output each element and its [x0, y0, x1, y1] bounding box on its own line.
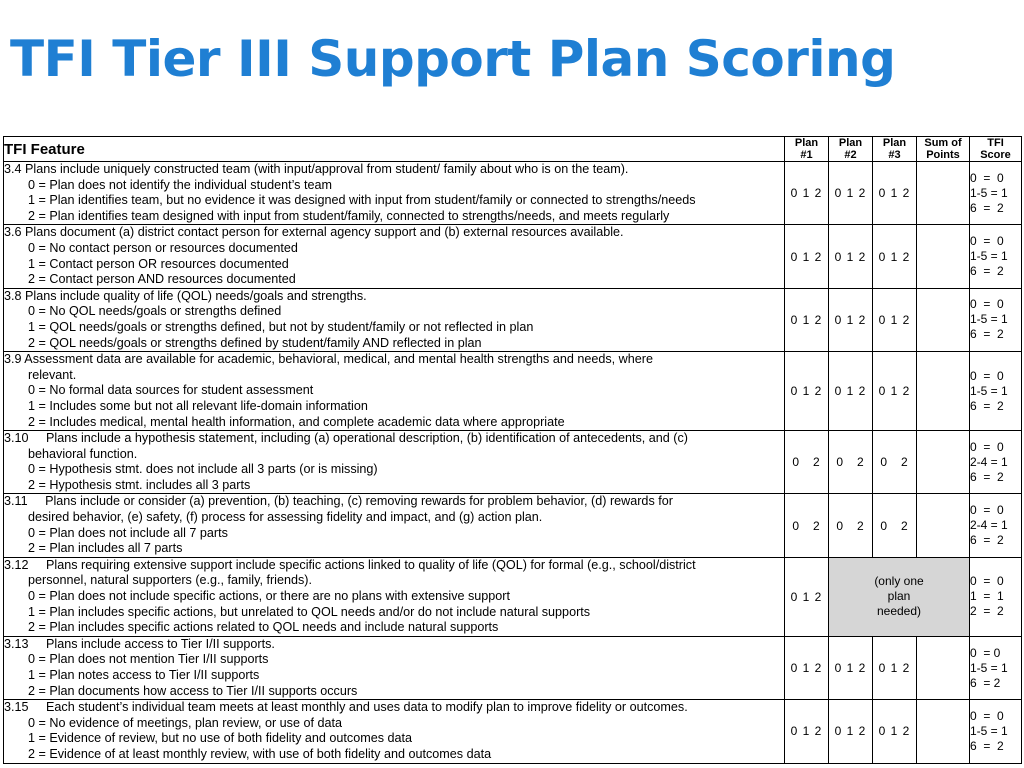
level-0: 0 = No formal data sources for student assessment: [28, 383, 314, 398]
level-1: 1 = Plan notes access to Tier I/II supports: [28, 668, 260, 682]
plan-1-options[interactable]: 0 1 2: [785, 162, 829, 225]
level-1: 1 = Plan includes specific actions, but unrelated to QOL needs and/or do not include natural supports: [28, 604, 591, 619]
tfi-score-key: 0 = 0 1-5 = 1 6 = 2: [970, 700, 1022, 763]
feature-description-continued: desired behavior, (e) safety, (f) process for assessing fidelity and impact, and (g) action plan.: [28, 510, 543, 525]
tfi-score-key: 0 = 0 1 = 1 2 = 2: [970, 557, 1022, 636]
plan-1-options[interactable]: 0 1 2: [785, 557, 829, 636]
plan-2-options[interactable]: 0 1 2: [829, 636, 873, 699]
header-sum-label: Sum of Points: [924, 137, 962, 161]
sum-of-points-cell[interactable]: [917, 162, 970, 225]
level-1: 1 = QOL needs/goals or strengths defined, but not by student/family or not reflected in plan: [28, 319, 534, 334]
header-sum-of-points: [917, 137, 970, 162]
level-2: 2 = Plan documents how access to Tier I/II supports occurs: [28, 683, 358, 698]
level-1: 1 = Plan identifies team, but no evidence it was designed with input from student/family or connected to strengths/needs: [28, 193, 696, 208]
feature-description: 3.15 Each student’s individual team meets at least monthly and uses data to modify plan to improve fidelity or outcomes.: [4, 700, 688, 715]
plan-1-options[interactable]: 0 2: [785, 431, 829, 494]
level-2: 2 = Includes medical, mental health information, and complete academic data where appropriate: [28, 414, 565, 429]
feature-description: 3.4 Plans include uniquely constructed team (with input/approval from student/ family about who is on the team).: [4, 162, 629, 176]
plan-2-options[interactable]: 0 2: [829, 431, 873, 494]
plan-3-options[interactable]: 0 1 2: [873, 352, 917, 431]
sum-of-points-cell[interactable]: [917, 352, 970, 431]
level-0: 0 = No contact person or resources documented: [28, 240, 298, 255]
feature-description-continued: personnel, natural supporters (e.g., family, friends).: [28, 573, 312, 588]
feature-description: 3.10 Plans include a hypothesis statement, including (a) operational description, (b) identification of antecedents, and (c): [4, 431, 688, 446]
level-0: 0 = No QOL needs/goals or strengths defined: [28, 304, 282, 319]
feature-description-continued: relevant.: [28, 367, 77, 382]
page-title: TFI Tier III Support Plan Scoring: [10, 30, 896, 88]
plan-1-options[interactable]: 0 1 2: [785, 225, 829, 288]
header-plan-1: [785, 137, 829, 162]
tfi-score-key: 0 = 0 2-4 = 1 6 = 2: [970, 494, 1022, 557]
table-row: [4, 636, 1022, 699]
plan-3-options[interactable]: 0 2: [873, 494, 917, 557]
table-row: [4, 225, 1022, 288]
level-2: 2 = Hypothesis stmt. includes all 3 parts: [28, 477, 251, 492]
table-row: [4, 700, 1022, 763]
level-0: 0 = Plan does not mention Tier I/II supports: [28, 652, 269, 667]
plan-2-options[interactable]: 0 1 2: [829, 700, 873, 763]
feature-cell: [4, 700, 785, 763]
plan-1-options[interactable]: 0 1 2: [785, 636, 829, 699]
plan-1-options[interactable]: 0 1 2: [785, 288, 829, 351]
feature-cell: [4, 352, 785, 431]
scoring-table: [3, 136, 1022, 764]
level-1: 1 = Includes some but not all relevant life-domain information: [28, 398, 368, 413]
tfi-score-key: 0 = 0 1-5 = 1 6 = 2: [970, 352, 1022, 431]
level-2: 2 = Plan includes specific actions related to QOL needs and include natural supports: [28, 620, 499, 635]
feature-description: 3.13 Plans include access to Tier I/II supports.: [4, 636, 275, 651]
feature-cell: [4, 494, 785, 557]
feature-cell: [4, 636, 785, 699]
level-1: 1 = Contact person OR resources documented: [28, 256, 289, 271]
header-plan-3: [873, 137, 917, 162]
tfi-score-key: 0 = 0 1-5 = 1 6 = 2: [970, 225, 1022, 288]
tfi-score-key: 0 = 0 1-5 = 1 6 = 2: [970, 162, 1022, 225]
sum-of-points-cell[interactable]: [917, 288, 970, 351]
level-2: 2 = Evidence of at least monthly review, with use of both fidelity and outcomes data: [28, 746, 492, 761]
tfi-score-key: 0 = 0 1-5 = 1 6 = 2: [970, 636, 1022, 699]
level-0: 0 = Plan does not include all 7 parts: [28, 525, 228, 540]
plan-1-options[interactable]: 0 1 2: [785, 352, 829, 431]
level-0: 0 = Plan does not identify the individual student’s team: [28, 177, 332, 192]
plan-2-options[interactable]: 0 1 2: [829, 352, 873, 431]
header-row: [4, 137, 1022, 162]
feature-cell: [4, 431, 785, 494]
feature-cell: [4, 288, 785, 351]
table-row: [4, 494, 1022, 557]
sum-of-points-cell[interactable]: [917, 225, 970, 288]
level-2: 2 = Plan identifies team designed with input from student/family, connected to strengths/needs, and meets regularly: [28, 208, 670, 223]
plan-3-options[interactable]: 0 1 2: [873, 162, 917, 225]
feature-description: 3.6 Plans document (a) district contact person for external agency support and (b) external resources available.: [4, 225, 624, 240]
plan-3-options[interactable]: 0 1 2: [873, 700, 917, 763]
plan-1-options[interactable]: 0 2: [785, 494, 829, 557]
table-row: [4, 162, 1022, 225]
feature-cell: [4, 162, 785, 225]
level-0: 0 = Hypothesis stmt. does not include all 3 parts (or is missing): [28, 462, 378, 477]
feature-description-continued: behavioral function.: [28, 446, 138, 461]
header-plan-3-label: Plan #3: [882, 137, 907, 161]
header-plan-2-label: Plan #2: [838, 137, 863, 161]
only-one-plan-note: (only one plan needed): [829, 557, 970, 636]
header-plan-1-label: Plan #1: [794, 137, 819, 161]
feature-description: 3.12 Plans requiring extensive support include specific actions linked to quality of life (QOL) for formal (e.g., school/district: [4, 557, 696, 572]
header-tfi-score: [970, 137, 1022, 162]
table-row: [4, 288, 1022, 351]
plan-3-options[interactable]: 0 1 2: [873, 636, 917, 699]
plan-3-options[interactable]: 0 1 2: [873, 225, 917, 288]
feature-description: 3.8 Plans include quality of life (QOL) needs/goals and strengths.: [4, 288, 367, 303]
level-2: 2 = QOL needs/goals or strengths defined by student/family AND reflected in plan: [28, 335, 482, 350]
tfi-score-key: 0 = 0 1-5 = 1 6 = 2: [970, 288, 1022, 351]
header-score-label: TFI Score: [980, 137, 1011, 161]
feature-cell: [4, 557, 785, 636]
level-1: 1 = Evidence of review, but no use of both fidelity and outcomes data: [28, 731, 413, 746]
sum-of-points-cell[interactable]: [917, 431, 970, 494]
table-row: [4, 431, 1022, 494]
sum-of-points-cell[interactable]: [917, 636, 970, 699]
sum-of-points-cell[interactable]: [917, 494, 970, 557]
level-2: 2 = Contact person AND resources documented: [28, 272, 296, 287]
feature-description: 3.11 Plans include or consider (a) prevention, (b) teaching, (c) removing rewards for problem behavior, (d) rewards for: [4, 494, 673, 509]
plan-3-options[interactable]: 0 1 2: [873, 288, 917, 351]
feature-cell: [4, 225, 785, 288]
level-0: 0 = No evidence of meetings, plan review, or use of data: [28, 715, 342, 730]
plan-2-options[interactable]: 0 2: [829, 494, 873, 557]
plan-3-options[interactable]: 0 2: [873, 431, 917, 494]
header-tfi-feature: TFI Feature: [4, 137, 785, 162]
level-2: 2 = Plan includes all 7 parts: [28, 541, 183, 556]
plan-1-options[interactable]: 0 1 2: [785, 700, 829, 763]
level-0: 0 = Plan does not include specific actions, or there are no plans with extensive support: [28, 589, 510, 604]
table-row: [4, 557, 1022, 636]
plan-2-options[interactable]: 0 1 2: [829, 288, 873, 351]
sum-of-points-cell[interactable]: [917, 700, 970, 763]
feature-description: 3.9 Assessment data are available for academic, behavioral, medical, and mental health strengths and needs, where: [4, 352, 653, 367]
table-row: [4, 352, 1022, 431]
plan-2-options[interactable]: 0 1 2: [829, 225, 873, 288]
plan-2-options[interactable]: 0 1 2: [829, 162, 873, 225]
header-plan-2: [829, 137, 873, 162]
tfi-score-key: 0 = 0 2-4 = 1 6 = 2: [970, 431, 1022, 494]
